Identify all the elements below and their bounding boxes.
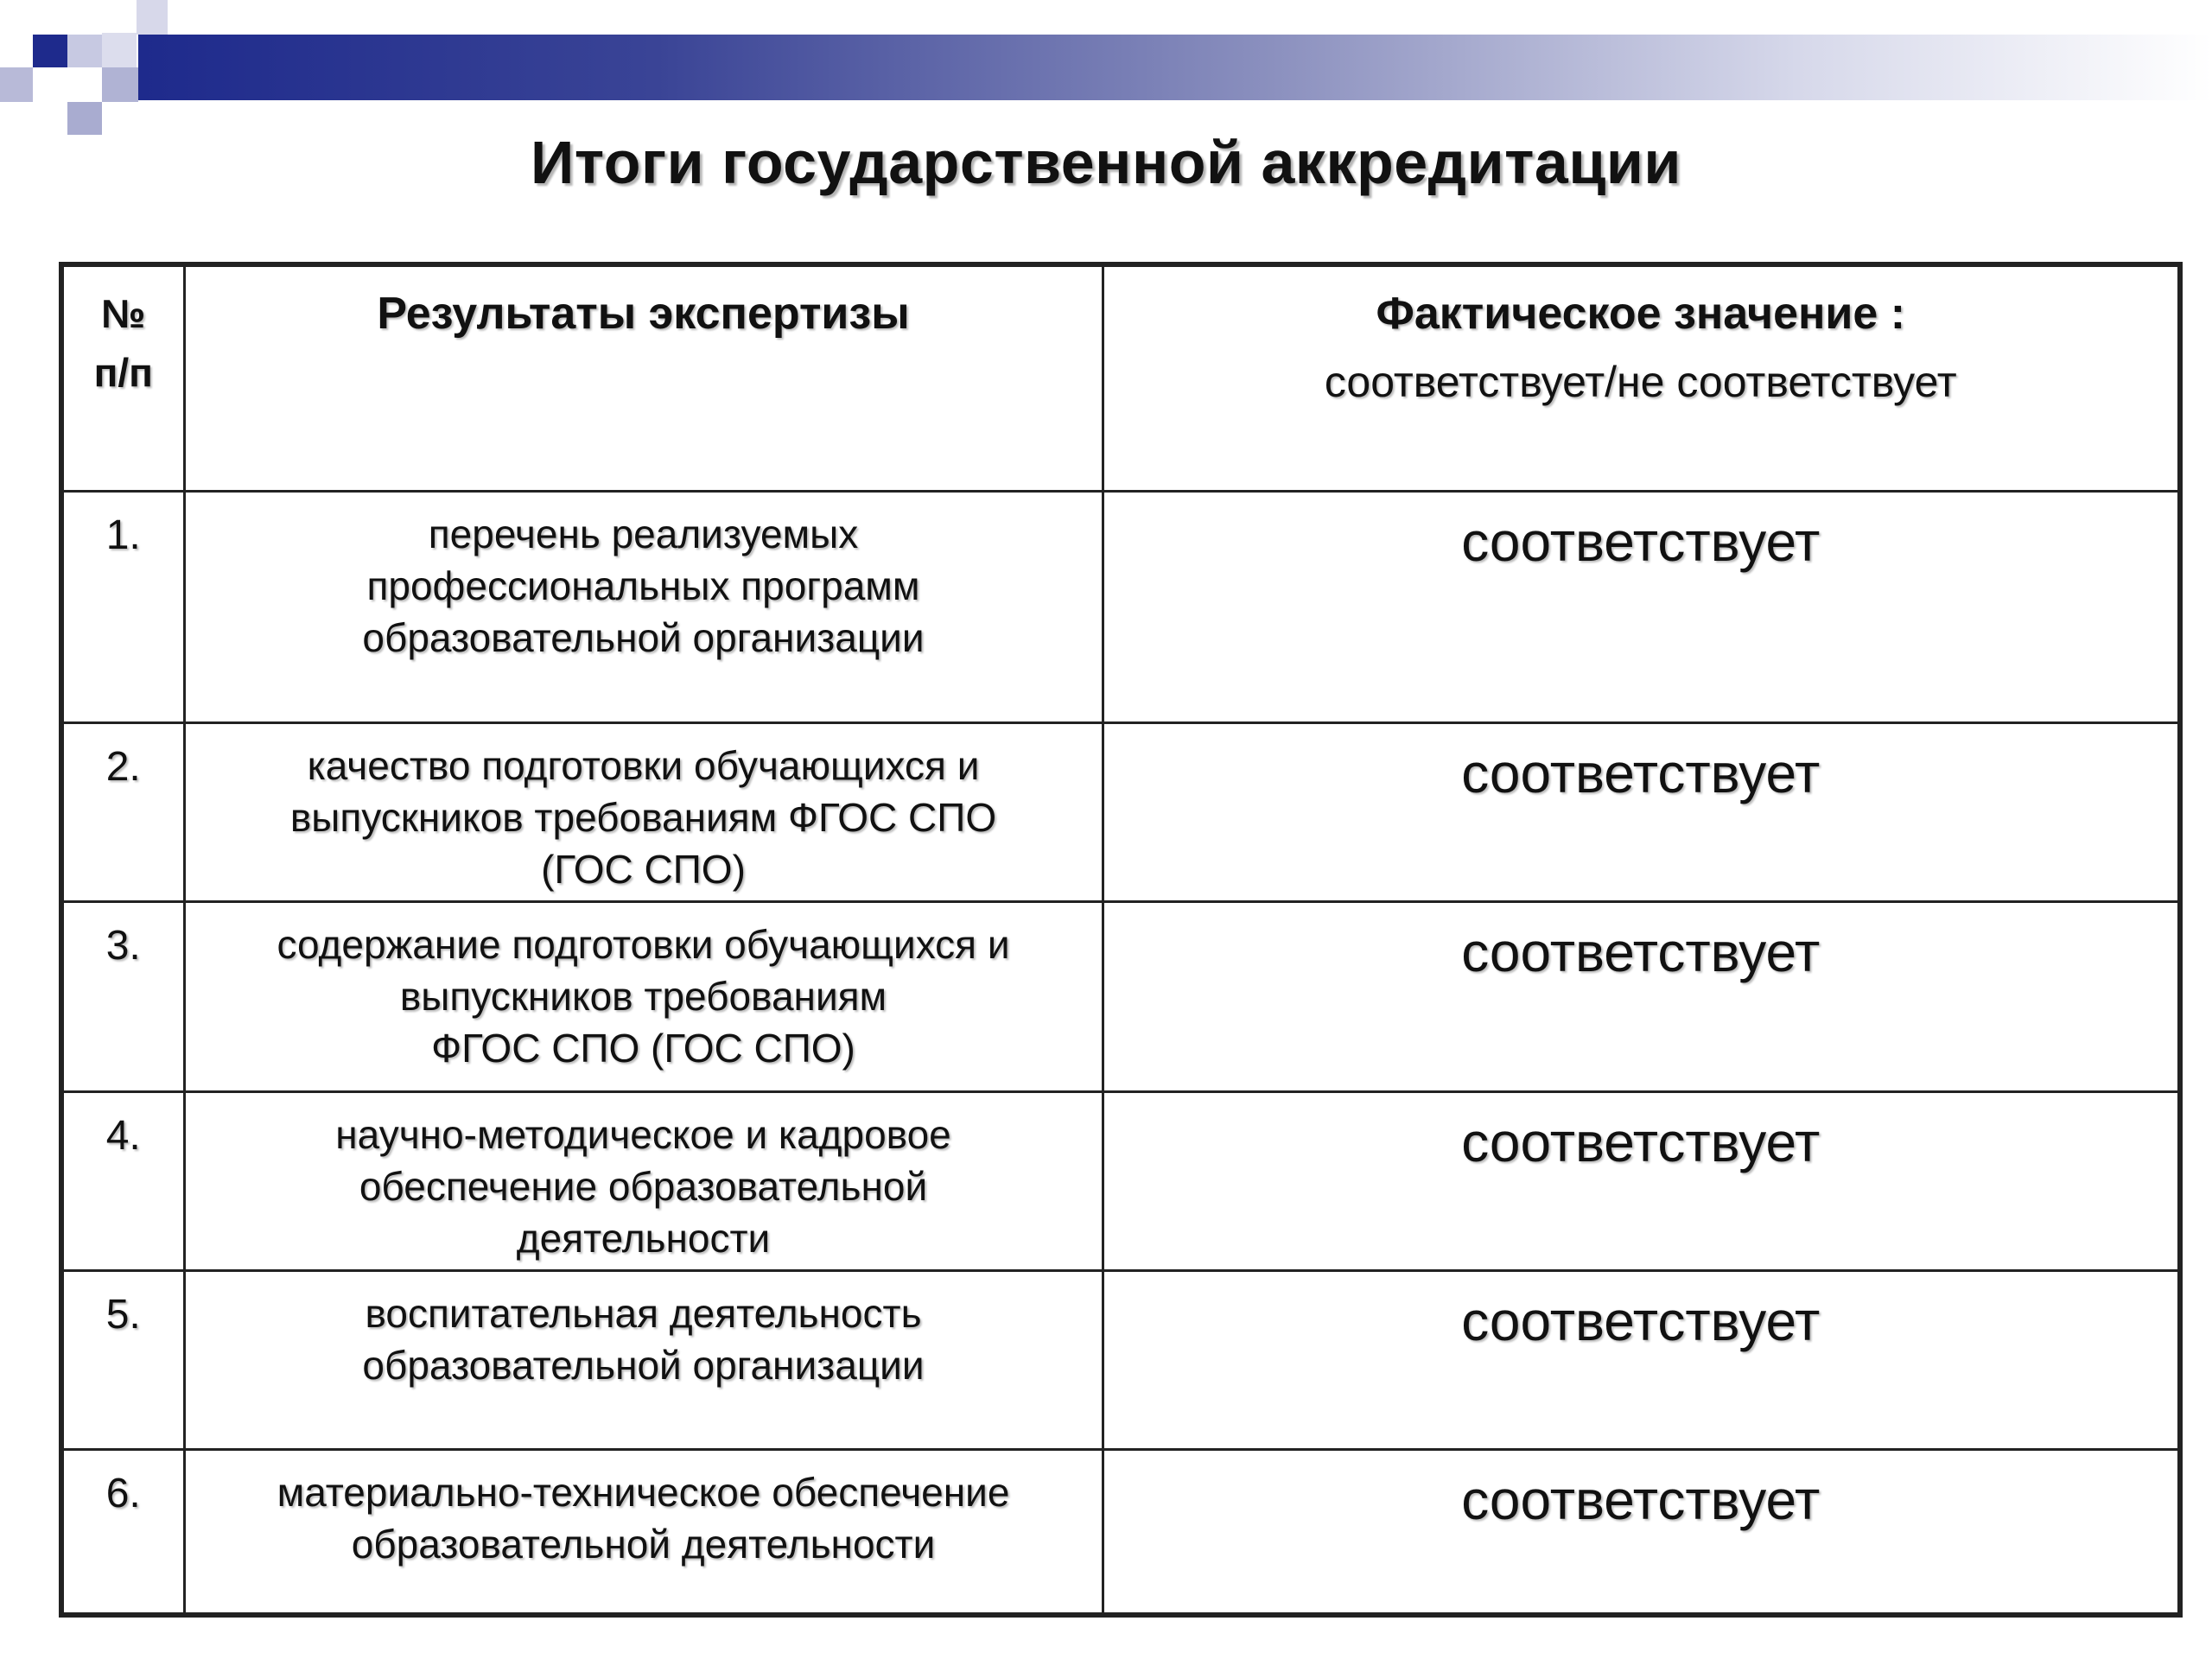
result-line: обеспечение образовательной: [359, 1163, 928, 1209]
result-line: выпускников требованиям ФГОС СПО: [289, 794, 997, 840]
row-result: [186, 493, 1102, 664]
result-line: содержание подготовки обучающихся и: [276, 921, 1010, 967]
row-value: соответствует: [1461, 1289, 1821, 1352]
page-title: Итоги государственной аккредитации: [531, 129, 1681, 196]
row-result: [186, 1093, 1102, 1264]
result-line: перечень реализуемых: [428, 511, 859, 556]
result-line: деятельности: [516, 1215, 771, 1261]
result-line: образовательной организации: [362, 1342, 925, 1388]
result-line: научно-методическое и кадровое: [335, 1111, 951, 1157]
decor-square: [102, 67, 138, 102]
result-line: качество подготовки обучающихся и: [307, 742, 980, 788]
result-line: (ГОС СПО): [541, 846, 746, 892]
header-number-cell: [61, 264, 184, 491]
header-value-subtitle: соответствует/не соответствует: [1324, 358, 1957, 406]
result-line: материально-техническое обеспечение: [276, 1469, 1010, 1515]
row-result: [186, 903, 1102, 1074]
header-value-cell: [1103, 264, 2180, 491]
row-value: соответствует: [1461, 510, 1821, 573]
result-line: выпускников требованиям: [399, 973, 887, 1019]
row-value: соответствует: [1461, 1110, 1821, 1173]
row-result: [186, 1272, 1102, 1391]
accreditation-table: [59, 262, 2183, 1618]
row-value: соответствует: [1461, 1468, 1821, 1531]
row-number: 3.: [105, 922, 141, 969]
decor-square: [0, 67, 33, 102]
row-number: 1.: [105, 512, 141, 558]
row-number: 4.: [105, 1112, 141, 1159]
decor-square: [67, 35, 102, 67]
header-results-cell: [184, 264, 1103, 491]
row-number: 5.: [105, 1291, 141, 1338]
decor-square: [137, 0, 168, 35]
header-number: № п/п: [93, 291, 153, 395]
decor-square: [33, 35, 67, 67]
result-line: образовательной деятельности: [351, 1521, 936, 1567]
table-row: [61, 1449, 2180, 1615]
header-value-title: Фактическое значение :: [1376, 289, 1906, 339]
row-value: соответствует: [1461, 741, 1821, 804]
row-result: [186, 724, 1102, 895]
header-results: Результаты экспертизы: [377, 289, 910, 339]
table-row: [61, 1270, 2180, 1449]
gradient-bar: [138, 35, 2212, 100]
result-line: воспитательная деятельность: [365, 1290, 922, 1336]
table-row: [61, 1091, 2180, 1270]
table-row: [61, 491, 2180, 722]
result-line: ФГОС СПО (ГОС СПО): [431, 1025, 855, 1071]
table-row: [61, 722, 2180, 901]
row-number: 2.: [105, 743, 141, 790]
row-result: [186, 1451, 1102, 1570]
table-header-row: [61, 264, 2180, 491]
result-line: образовательной организации: [362, 614, 925, 660]
row-value: соответствует: [1461, 920, 1821, 983]
row-number: 6.: [105, 1470, 141, 1516]
decor-square: [102, 33, 137, 67]
header-decoration: [0, 0, 2212, 147]
table-row: [61, 901, 2180, 1091]
result-line: профессиональных программ: [366, 563, 920, 608]
